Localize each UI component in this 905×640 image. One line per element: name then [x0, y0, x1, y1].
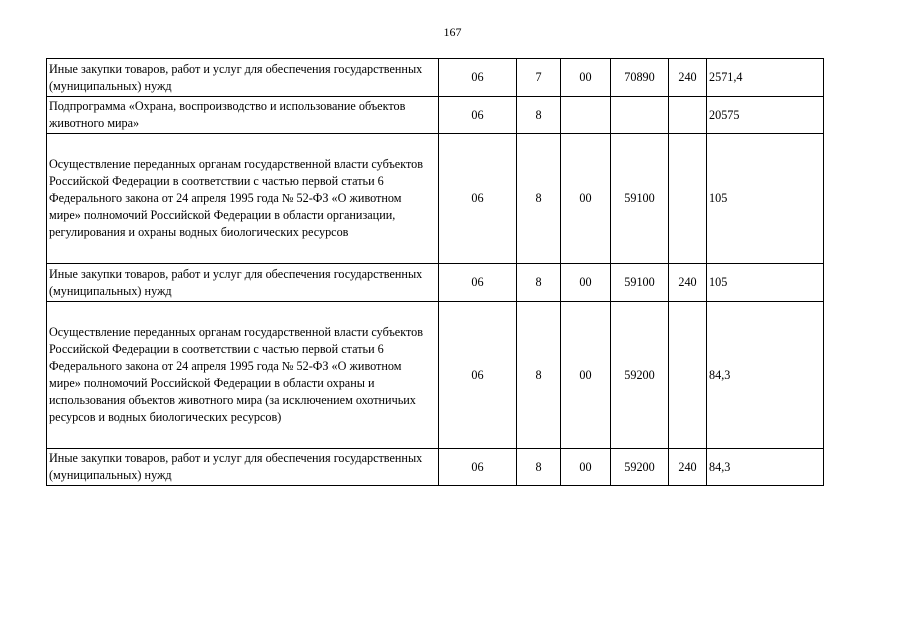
- table-row: [47, 264, 824, 302]
- section-code: 06: [439, 264, 517, 302]
- target-article-code: 59100: [611, 264, 669, 302]
- program-code: 00: [561, 134, 611, 264]
- target-article-code: 70890: [611, 59, 669, 97]
- section-code: 06: [439, 59, 517, 97]
- program-code: 00: [561, 59, 611, 97]
- item-name: Иные закупки товаров, работ и услуг для обеспечения государственных (муниципальных) нужд: [47, 449, 439, 486]
- section-code: 06: [439, 449, 517, 486]
- table-row: [47, 59, 824, 97]
- expense-type-code: [669, 302, 707, 449]
- item-name: Иные закупки товаров, работ и услуг для обеспечения государственных (муниципальных) нужд: [47, 59, 439, 97]
- program-code: 00: [561, 302, 611, 449]
- item-name: Осуществление переданных органам государственной власти субъектов Российской Федерации в соответствии с частью первой статьи 6 Федерального закона от 24 апреля 1995 года № 52-ФЗ «О животном мире» полномочий Российской Федерации в области охраны и использования объектов животного мира (за исключением охотничьих ресурсов и водных биологических ресурсов): [47, 302, 439, 449]
- amount: 105: [707, 134, 824, 264]
- table-row: [47, 134, 824, 264]
- table-row: [47, 97, 824, 134]
- program-code: [561, 97, 611, 134]
- target-article-code: 59200: [611, 302, 669, 449]
- amount: 2571,4: [707, 59, 824, 97]
- subprogram-code: 8: [517, 449, 561, 486]
- target-article-code: 59200: [611, 449, 669, 486]
- target-article-code: 59100: [611, 134, 669, 264]
- subprogram-code: 8: [517, 264, 561, 302]
- amount: 105: [707, 264, 824, 302]
- section-code: 06: [439, 302, 517, 449]
- subprogram-code: 8: [517, 97, 561, 134]
- item-name: Осуществление переданных органам государственной власти субъектов Российской Федерации в соответствии с частью первой статьи 6 Федерального закона от 24 апреля 1995 года № 52-ФЗ «О животном мире» полномочий Российской Федерации в области организации, регулирования и охраны водных биологических ресурсов: [47, 134, 439, 264]
- amount: 20575: [707, 97, 824, 134]
- subprogram-code: 8: [517, 302, 561, 449]
- budget-table: [46, 58, 824, 486]
- table-row: [47, 302, 824, 449]
- program-code: 00: [561, 264, 611, 302]
- expense-type-code: 240: [669, 59, 707, 97]
- subprogram-code: 7: [517, 59, 561, 97]
- item-name: Иные закупки товаров, работ и услуг для обеспечения государственных (муниципальных) нужд: [47, 264, 439, 302]
- expense-type-code: [669, 134, 707, 264]
- expense-type-code: 240: [669, 449, 707, 486]
- expense-type-code: 240: [669, 264, 707, 302]
- subprogram-code: 8: [517, 134, 561, 264]
- target-article-code: [611, 97, 669, 134]
- section-code: 06: [439, 134, 517, 264]
- amount: 84,3: [707, 302, 824, 449]
- item-name: Подпрограмма «Охрана, воспроизводство и использование объектов животного мира»: [47, 97, 439, 134]
- expense-type-code: [669, 97, 707, 134]
- section-code: 06: [439, 97, 517, 134]
- program-code: 00: [561, 449, 611, 486]
- amount: 84,3: [707, 449, 824, 486]
- page-number: 167: [443, 25, 462, 39]
- table-row: [47, 449, 824, 486]
